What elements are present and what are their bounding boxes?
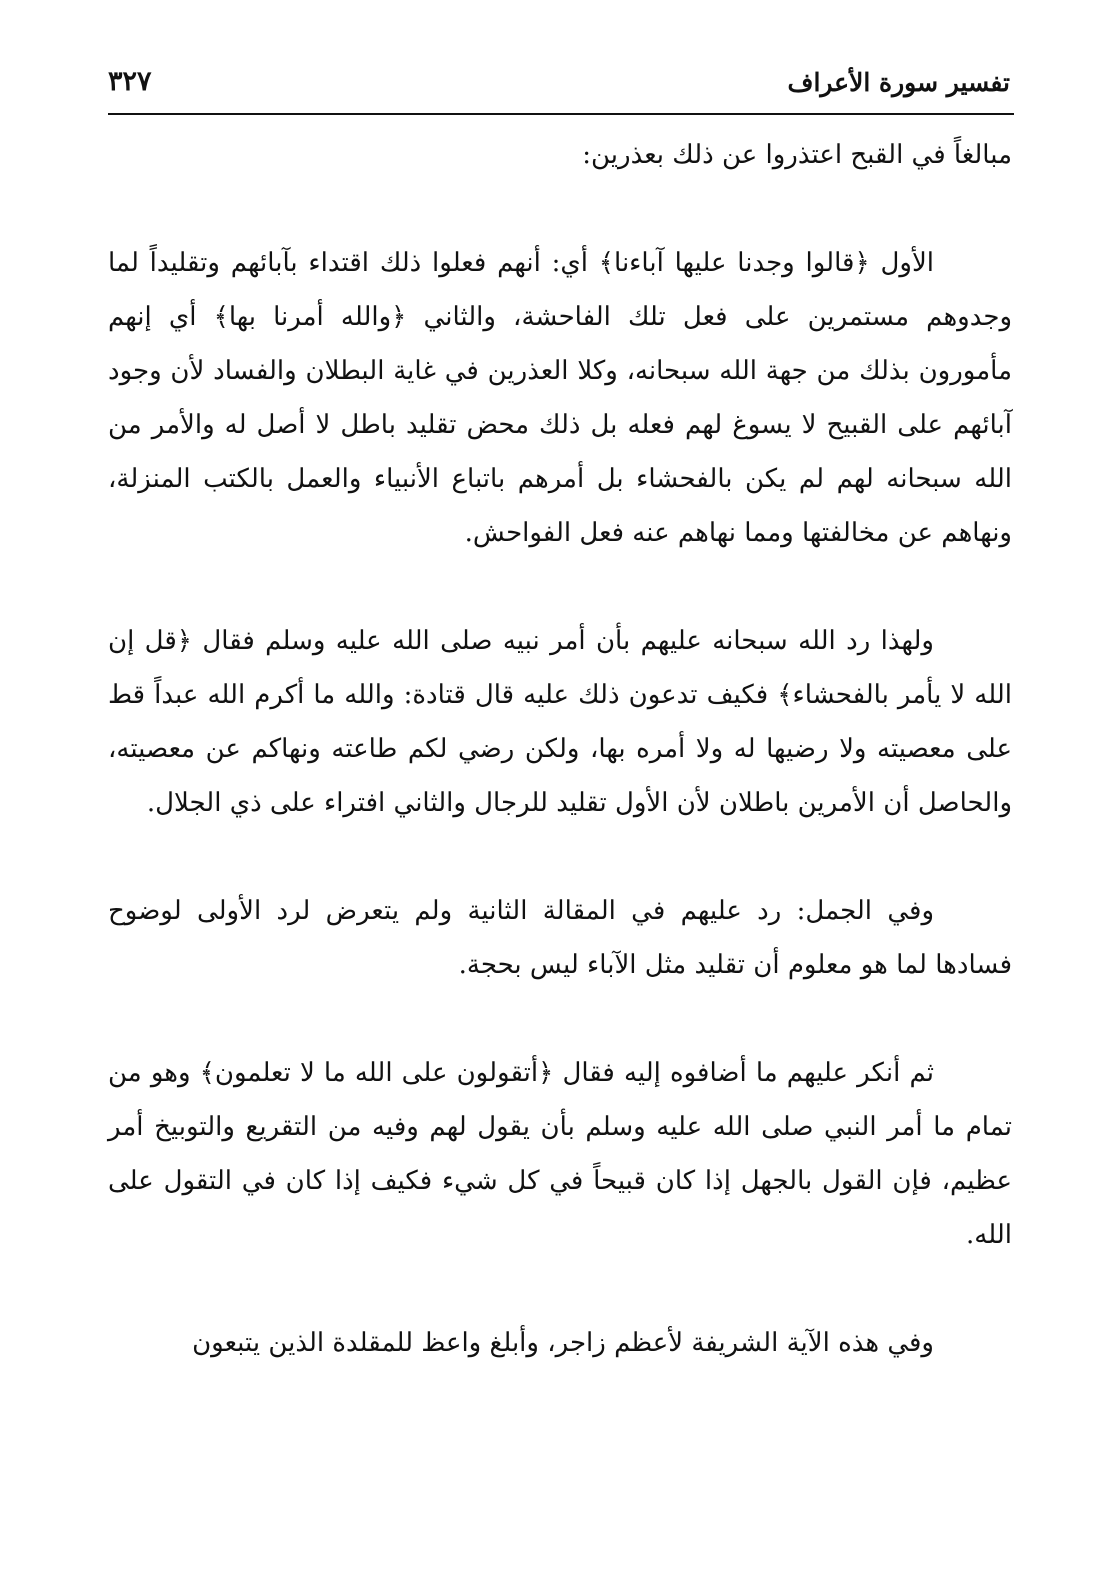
paragraph: الأول ﴿قالوا وجدنا عليها آباءنا﴾ أي: أنهم فعلوا ذلك اقتداء بآبائهم وتقليداً لما وجدوهم مستمرين على فعل تلك الفاحشة، والثاني ﴿والله أمرنا بها﴾ أي إنهم مأمورون بذلك من جهة الله سبحانه، وكلا العذرين في غاية البطلان والفساد لأن وجود آبائهم على القبيح لا يسوغ لهم فعله بل ذلك محض تقليد باطل لا أصل له والأمر من الله سبحانه لهم لم يكن بالفحشاء بل أمرهم باتباع الأنبياء والعمل بالكتب المنزلة، ونهاهم عن مخالفتها ومما نهاهم عنه فعل الفواحش.	[108, 248, 1012, 548]
running-title: تفسير سورة الأعراف	[787, 68, 1010, 97]
page-number: ٣٢٧	[108, 66, 152, 97]
paragraph: وفي هذه الآية الشريفة لأعظم زاجر، وأبلغ واعظ للمقلدة الذين يتبعون	[192, 1328, 934, 1358]
paragraph: ثم أنكر عليهم ما أضافوه إليه فقال ﴿أتقولون على الله ما لا تعلمون﴾ وهو من تمام ما أمر النبي صلى الله عليه وسلم بأن يقول لهم وفيه من التقريع والتوبيخ أمر عظيم، فإن القول بالجهل إذا كان قبيحاً في كل شيء فكيف إذا كان في التقول على الله.	[108, 1058, 1012, 1250]
page-header	[108, 62, 1010, 110]
body-text	[108, 128, 1012, 1370]
header-divider	[108, 113, 1014, 115]
paragraph: ولهذا رد الله سبحانه عليهم بأن أمر نبيه صلى الله عليه وسلم فقال ﴿قل إن الله لا يأمر بالفحشاء﴾ فكيف تدعون ذلك عليه قال قتادة: والله ما أكرم الله عبداً قط على معصيته ولا رضيها له ولا أمره بها، ولكن رضي لكم طاعته ونهاكم عن معصيته، والحاصل أن الأمرين باطلان لأن الأول تقليد للرجال والثاني افتراء على ذي الجلال.	[108, 626, 1012, 818]
paragraph-continuation: مبالغاً في القبح اعتذروا عن ذلك بعذرين:	[582, 140, 1012, 170]
paragraph: وفي الجمل: رد عليهم في المقالة الثانية ولم يتعرض لرد الأولى لوضوح فسادها لما هو معلوم أن تقليد مثل الآباء ليس بحجة.	[108, 896, 1012, 980]
